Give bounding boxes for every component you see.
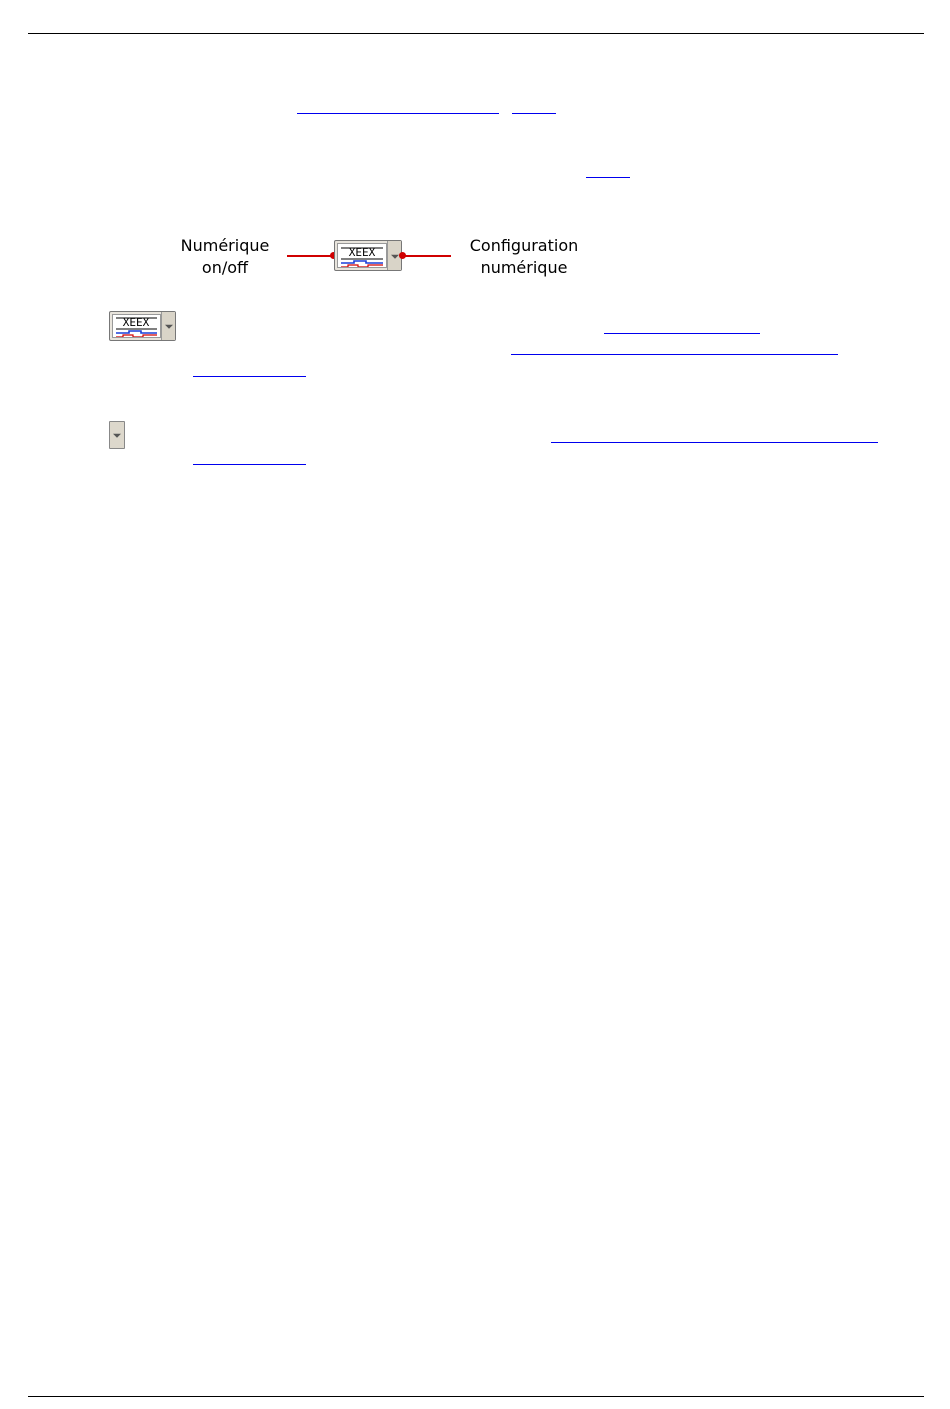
input-wire — [287, 255, 334, 257]
numeric-configuration-node[interactable] — [334, 240, 402, 271]
link-underline-6[interactable] — [193, 376, 306, 377]
link-underline-2[interactable] — [512, 113, 556, 114]
svg-text:XEEX: XEEX — [348, 246, 376, 259]
link-underline-3[interactable] — [586, 177, 630, 178]
header-rule — [28, 33, 924, 34]
chevron-down-icon — [165, 325, 173, 329]
footer-rule — [28, 1396, 924, 1397]
output-label-line-2: numérique — [480, 258, 568, 277]
link-underline-8[interactable] — [193, 464, 306, 465]
dropdown-arrow-thumb — [109, 421, 125, 449]
dropdown-arrow-icon — [113, 434, 121, 438]
chevron-down-icon — [391, 254, 399, 258]
numeric-configuration-icon-thumb — [109, 311, 176, 341]
link-underline-1[interactable] — [297, 113, 499, 114]
output-label-line-1: Configuration — [469, 236, 579, 255]
output-terminal-label — [460, 235, 588, 279]
input-terminal-label — [170, 235, 280, 279]
svg-text:XEEX: XEEX — [122, 316, 150, 329]
link-underline-4[interactable] — [604, 333, 760, 334]
link-underline-7[interactable] — [551, 442, 878, 443]
input-label-line-2: on/off — [201, 258, 249, 277]
numeric-configuration-icon — [113, 315, 160, 338]
output-wire — [403, 255, 451, 257]
numeric-configuration-icon — [338, 244, 386, 268]
input-label-line-1: Numérique — [180, 236, 270, 255]
link-underline-5[interactable] — [511, 354, 838, 355]
